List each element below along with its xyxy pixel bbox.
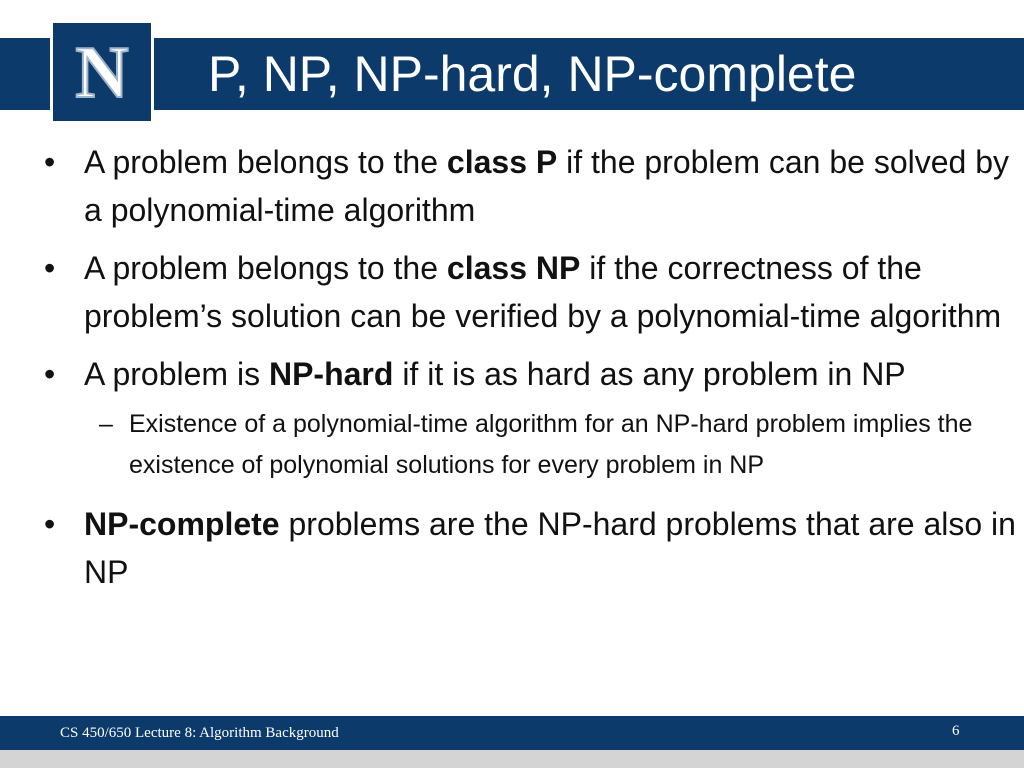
university-logo <box>50 20 154 124</box>
footer-course-label: CS 450/650 Lecture 8: Algorithm Background <box>60 725 339 741</box>
sub-bullet-text: Existence of a polynomial-time algorithm for an NP-hard problem implies the existence of polynomial solutions for every problem in NP <box>129 410 973 479</box>
bullet-text-post: if the problem can be solved by a polynomial-time algorithm <box>84 144 1010 228</box>
bullet-text-bold: NP-hard <box>268 356 394 392</box>
logo-letter: N <box>75 32 129 114</box>
logo-n-icon <box>57 27 147 117</box>
bullet-text-post: if the correctness of the problem’s solution can be verified by a polynomial-time algorithm <box>84 250 1002 334</box>
dash-icon: – <box>99 410 113 438</box>
bullet-text-post: problems are the NP-hard problems that are also in NP <box>84 506 1016 590</box>
bullet-text-bold: class NP <box>446 250 581 286</box>
bullet-dot-icon: • <box>44 356 56 392</box>
slide-content <box>44 138 1019 606</box>
page-number: 6 <box>952 723 960 739</box>
bullet-np-hard <box>44 350 1019 398</box>
bullet-class-p <box>44 138 1019 234</box>
bullet-class-np <box>44 244 1019 340</box>
bullet-text-bold: class P <box>446 144 558 180</box>
bullet-text-bold: NP-complete <box>84 506 280 542</box>
bullet-dot-icon: • <box>44 144 56 180</box>
bullet-text-pre: A problem belongs to the <box>84 144 447 180</box>
bullet-dot-icon: • <box>44 250 56 286</box>
bullet-np-complete <box>44 500 1019 596</box>
bullet-text-pre: A problem is <box>84 356 269 392</box>
sub-bullet-np-hard <box>99 404 1019 486</box>
bullet-text-post: if it is as hard as any problem in NP <box>393 356 906 392</box>
bullet-text-pre: A problem belongs to the <box>84 250 447 286</box>
bottom-strip <box>0 750 1024 768</box>
bullet-dot-icon: • <box>44 506 56 542</box>
slide-title: P, NP, NP-hard, NP-complete <box>208 46 857 102</box>
